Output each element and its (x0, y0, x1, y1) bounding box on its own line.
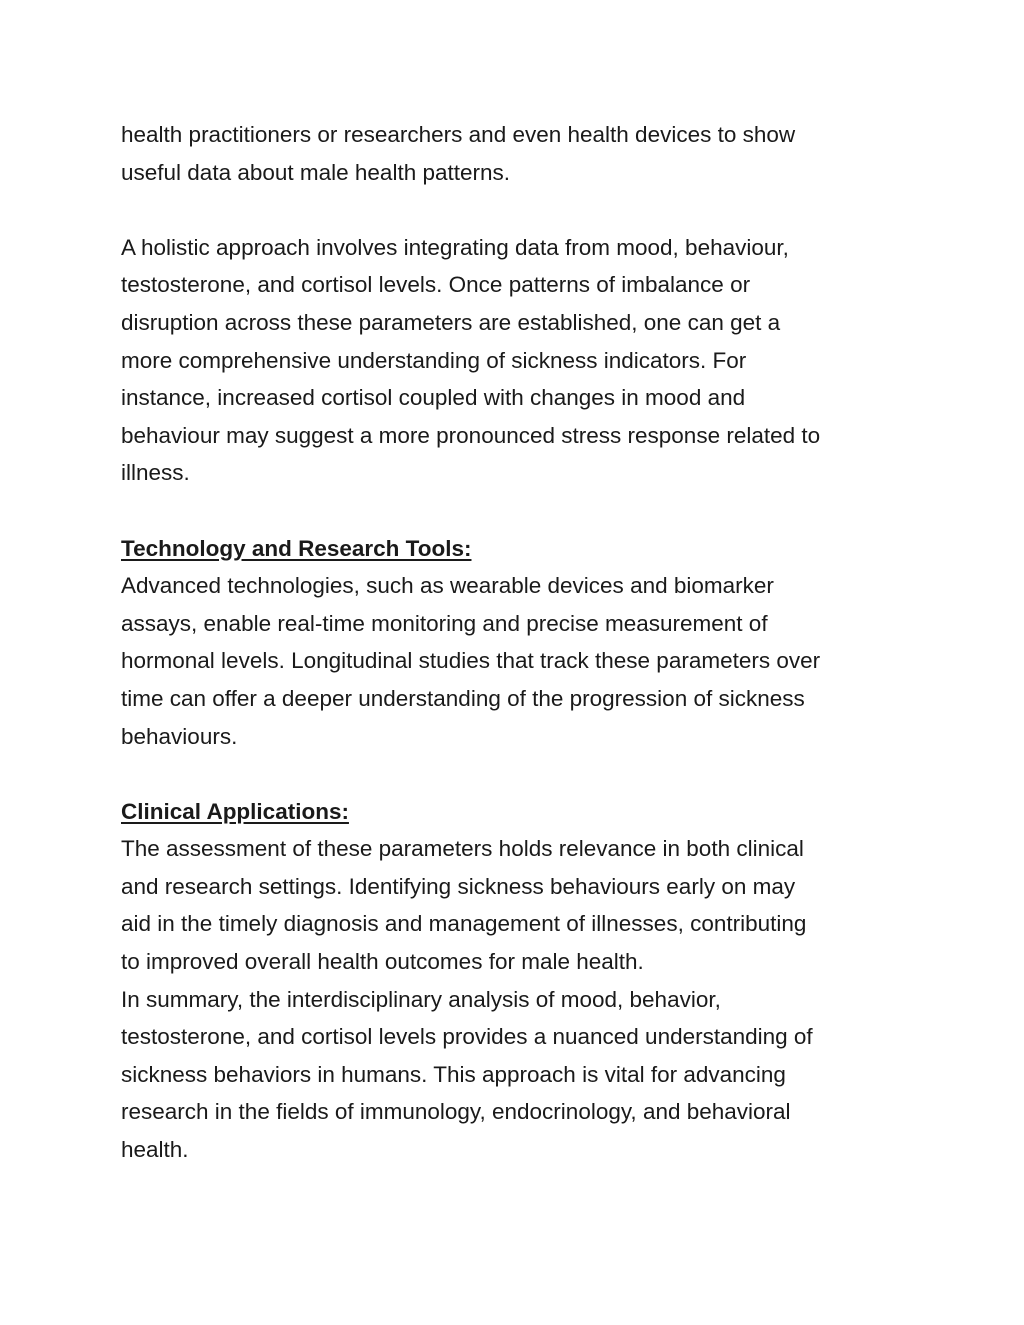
document-page (121, 116, 921, 1169)
text-line: more comprehensive understanding of sickness indicators. For (121, 347, 747, 373)
text-line: assays, enable real-time monitoring and precise measurement of (121, 610, 768, 636)
text-line: behaviours. (121, 723, 238, 749)
text-line: and research settings. Identifying sickness behaviours early on may (121, 873, 796, 899)
text-line: to improved overall health outcomes for male health. (121, 949, 644, 975)
text-line: Advanced technologies, such as wearable devices and biomarker (121, 573, 774, 599)
text-line: The assessment of these parameters holds relevance in both clinical (121, 836, 804, 862)
text-line: A holistic approach involves integrating data from mood, behaviour, (121, 234, 789, 260)
summary-paragraph (121, 981, 921, 1169)
text-line: health. (121, 1137, 189, 1163)
text-line: health practitioners or researchers and even health devices to show (121, 122, 796, 147)
text-line: testosterone, and cortisol levels provides a nuanced understanding of (121, 1024, 813, 1050)
paragraph-spacer (121, 191, 921, 229)
text-line: hormonal levels. Longitudinal studies that track these parameters over (121, 648, 821, 674)
text-line: research in the fields of immunology, endocrinology, and behavioral (121, 1099, 791, 1125)
text-line: testosterone, and cortisol levels. Once patterns of imbalance or (121, 272, 751, 298)
text-line: aid in the timely diagnosis and management of illnesses, contributing (121, 911, 807, 937)
technology-paragraph (121, 567, 921, 755)
text-line: behaviour may suggest a more pronounced stress response related to (121, 422, 821, 448)
technology-section-heading: Technology and Research Tools: (121, 535, 472, 561)
text-line: useful data about male health patterns. (121, 159, 511, 185)
technology-section (121, 530, 921, 756)
text-line: illness. (121, 460, 190, 486)
text-line: time can offer a deeper understanding of the progression of sickness (121, 685, 805, 711)
paragraph-spacer (121, 755, 921, 793)
text-line: In summary, the interdisciplinary analysis of mood, behavior, (121, 986, 721, 1012)
clinical-paragraph (121, 830, 921, 980)
text-line: instance, increased cortisol coupled with changes in mood and (121, 385, 746, 411)
clinical-section (121, 793, 921, 1169)
holistic-approach-paragraph (121, 229, 921, 492)
text-line: disruption across these parameters are established, one can get a (121, 309, 781, 335)
clinical-section-heading: Clinical Applications: (121, 798, 349, 824)
paragraph-spacer (121, 492, 921, 530)
text-line: sickness behaviors in humans. This approach is vital for advancing (121, 1061, 786, 1087)
intro-continuation-paragraph (121, 116, 921, 191)
